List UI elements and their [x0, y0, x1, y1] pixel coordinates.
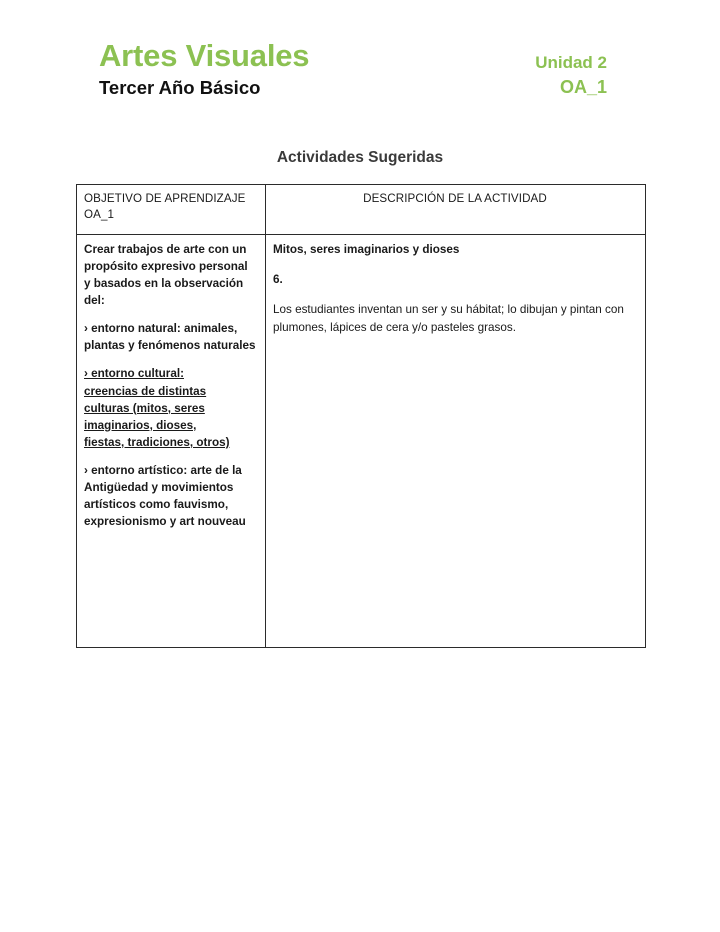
objective-bullet-natural: › entorno natural: animales, plantas y fenómenos naturales: [84, 322, 256, 353]
unit-label: Unidad 2: [535, 53, 607, 72]
page-title: Artes Visuales: [99, 38, 310, 73]
section-title: Actividades Sugeridas: [276, 149, 444, 166]
objective-cell: [77, 235, 266, 648]
objective-bullet-cultural-line-4: imaginarios, dioses,: [84, 418, 197, 432]
table-header-description: DESCRIPCIÓN DE LA ACTIVIDAD: [266, 185, 646, 235]
description-content: [273, 241, 637, 336]
description-heading: Mitos, seres imaginarios y dioses: [273, 243, 460, 256]
description-activity-number: 6.: [273, 273, 283, 287]
objective-bullet-cultural-line-1: › entorno cultural:: [84, 367, 184, 381]
objective-bullet-cultural: [84, 365, 257, 450]
activities-table: [76, 184, 646, 648]
description-body: Los estudiantes inventan un ser y su hábitat; lo dibujan y pintan con plumones, lápices de cera y/o pasteles grasos.: [273, 303, 624, 334]
header-right-block: [535, 52, 607, 99]
table-header-objective: OBJETIVO DE APRENDIZAJE OA_1: [77, 185, 266, 235]
objective-content: [84, 241, 257, 530]
oa-label: OA_1: [559, 76, 607, 97]
description-cell: [266, 235, 646, 648]
objective-bullet-cultural-line-5: fiestas, tradiciones, otros): [84, 435, 230, 449]
table-header-row: [77, 185, 646, 235]
objective-bullet-cultural-line-2: creencias de distintas: [84, 384, 207, 398]
table-body-row: [77, 235, 646, 648]
header-left-block: [99, 40, 479, 99]
document-header: [0, 0, 720, 130]
objective-intro: Crear trabajos de arte con un propósito expresivo personal y basados en la observación del:: [84, 243, 248, 308]
objective-bullet-artistic: › entorno artístico: arte de la Antigüedad y movimientos artísticos como fauvismo, expresionismo y art nouveau: [84, 463, 246, 529]
objective-bullet-cultural-line-3: culturas (mitos, seres: [84, 401, 205, 415]
page-subtitle: Tercer Año Básico: [99, 76, 261, 98]
